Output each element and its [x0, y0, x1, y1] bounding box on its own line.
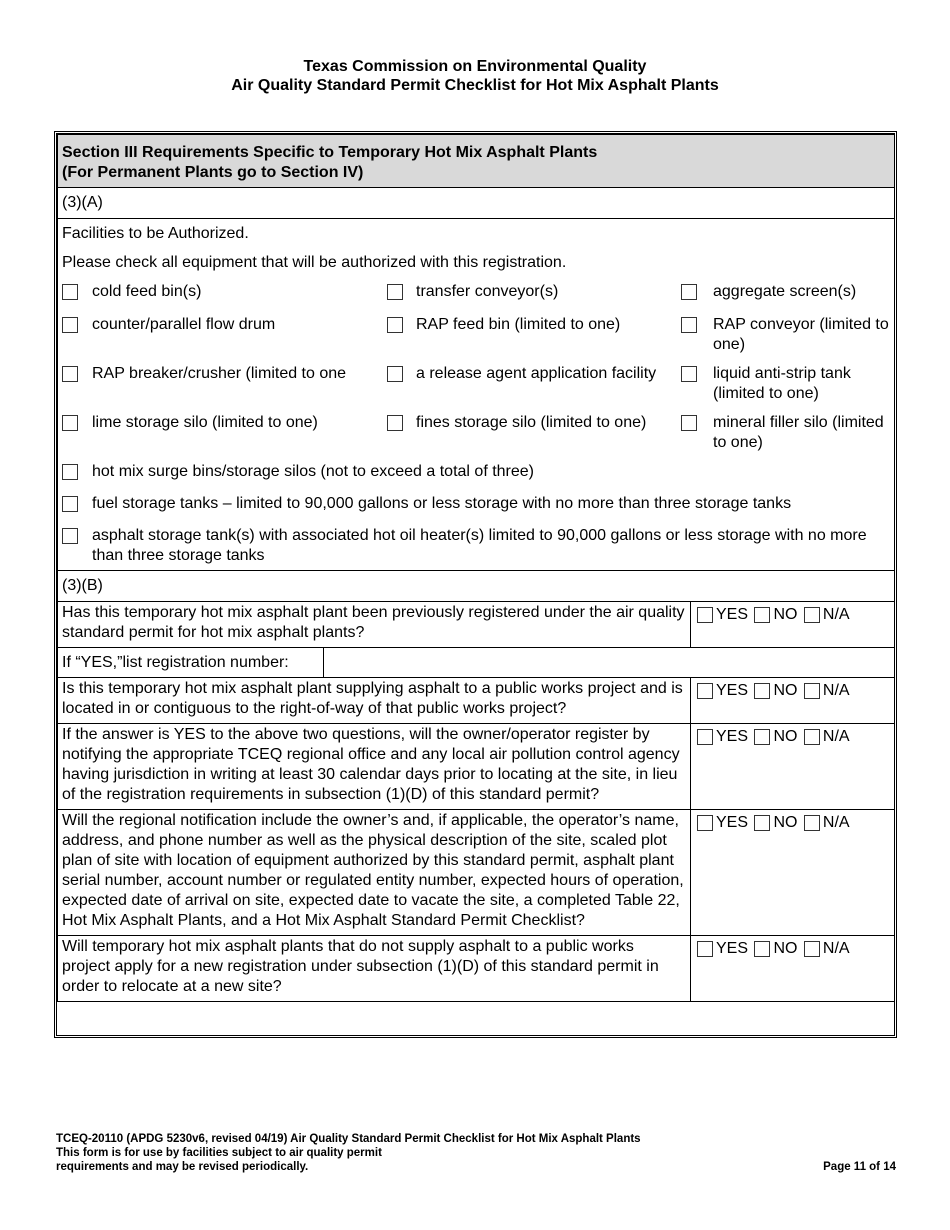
no-checkbox[interactable] [754, 683, 770, 699]
na-option[interactable]: N/A [804, 727, 850, 747]
equipment-checkbox[interactable] [62, 528, 78, 544]
registration-number-field[interactable] [324, 648, 895, 678]
answer-options [691, 678, 895, 724]
equipment-item[interactable]: cold feed bin(s) [58, 282, 382, 315]
na-checkbox[interactable] [804, 683, 820, 699]
answer-options [691, 602, 895, 648]
facilities-label: Facilities to be Authorized. [62, 225, 249, 242]
equipment-item[interactable]: mineral filler silo (limited to one) [680, 413, 895, 462]
na-option[interactable]: N/A [804, 813, 850, 833]
yes-option[interactable]: YES [697, 681, 748, 701]
equipment-grid [58, 282, 894, 462]
no-checkbox[interactable] [754, 607, 770, 623]
equipment-checkbox[interactable] [681, 284, 697, 300]
equipment-checkbox[interactable] [62, 415, 78, 431]
equipment-checkbox[interactable] [62, 284, 78, 300]
page-footer [56, 1132, 896, 1174]
yes-checkbox[interactable] [697, 815, 713, 831]
form-title: Air Quality Standard Permit Checklist for Hot Mix Asphalt Plants [231, 77, 719, 94]
yes-checkbox[interactable] [697, 729, 713, 745]
yes-option[interactable]: YES [697, 939, 748, 959]
na-option[interactable]: N/A [804, 939, 850, 959]
equipment-checkbox[interactable] [62, 464, 78, 480]
facilities-block [58, 219, 895, 571]
na-option[interactable]: N/A [804, 605, 850, 625]
page-number: Page 11 of 14 [823, 1161, 896, 1173]
equipment-checkbox[interactable] [387, 366, 403, 382]
question-relocation: Will temporary hot mix asphalt plants that do not supply asphalt to a public works project apply for a new registration under subsection (1)(D) of this standard permit in order to relocate at a new site? [58, 936, 691, 1002]
question-notification-contents: Will the regional notification include the owner’s and, if applicable, the operator’s name, address, and phone number as well as the physical description of the site, scaled plot plan of site with location of equipment authorized by this standard permit, asphalt plant serial number, account number or regulated entity number, expected hours of operation, expected date of arrival on site, expected date to vacate the site, a completed Table 22, Hot Mix Asphalt Plants, and a Hot Mix Asphalt Standard Permit Checklist? [58, 810, 691, 936]
yes-checkbox[interactable] [697, 683, 713, 699]
equipment-checkbox[interactable] [387, 415, 403, 431]
yes-checkbox[interactable] [697, 941, 713, 957]
equipment-item[interactable]: asphalt storage tank(s) with associated hot oil heater(s) limited to 90,000 gallons or less storage with no more than three storage tanks [58, 526, 894, 567]
equipment-checkbox[interactable] [387, 317, 403, 333]
answer-options [691, 724, 895, 810]
no-checkbox[interactable] [754, 729, 770, 745]
no-checkbox[interactable] [754, 815, 770, 831]
no-option[interactable]: NO [754, 939, 797, 959]
agency-title: Texas Commission on Environmental Quality [303, 58, 647, 75]
equipment-item[interactable]: fines storage silo (limited to one) [382, 413, 680, 462]
yes-option[interactable]: YES [697, 605, 748, 625]
equipment-item[interactable]: transfer conveyor(s) [382, 282, 680, 315]
equipment-item[interactable]: aggregate screen(s) [680, 282, 895, 315]
answer-options [691, 936, 895, 1002]
no-option[interactable]: NO [754, 605, 797, 625]
equipment-checkbox[interactable] [62, 366, 78, 382]
yes-option[interactable]: YES [697, 813, 748, 833]
form-id: TCEQ-20110 (APDG 5230v6, revised 04/19) Air Quality Standard Permit Checklist for Hot Mix Asphalt Plants [56, 1133, 641, 1145]
equipment-item[interactable]: lime storage silo (limited to one) [58, 413, 382, 462]
equipment-item[interactable]: hot mix surge bins/storage silos (not to exceed a total of three) [58, 462, 894, 494]
equipment-item[interactable]: fuel storage tanks – limited to 90,000 gallons or less storage with no more than three storage tanks [58, 494, 894, 526]
na-checkbox[interactable] [804, 815, 820, 831]
equipment-checkbox[interactable] [62, 317, 78, 333]
yes-checkbox[interactable] [697, 607, 713, 623]
no-option[interactable]: NO [754, 681, 797, 701]
equipment-checkbox[interactable] [681, 317, 697, 333]
equipment-checkbox[interactable] [387, 284, 403, 300]
equipment-item[interactable]: a release agent application facility [382, 364, 680, 413]
no-checkbox[interactable] [754, 941, 770, 957]
equipment-checkbox[interactable] [681, 415, 697, 431]
question-regional-notification: If the answer is YES to the above two questions, will the owner/operator register by notifying the appropriate TCEQ regional office and any local air pollution control agency having jurisdiction in writing at least 30 calendar days prior to locating at the site, in lieu of the registration requirements in subsection (1)(D) of this standard permit? [58, 724, 691, 810]
footer-note-2: requirements and may be revised periodically. [56, 1161, 309, 1173]
na-option[interactable]: N/A [804, 681, 850, 701]
equipment-item[interactable]: RAP breaker/crusher (limited to one [58, 364, 382, 413]
na-checkbox[interactable] [804, 729, 820, 745]
equipment-item[interactable]: RAP feed bin (limited to one) [382, 315, 680, 364]
no-option[interactable]: NO [754, 813, 797, 833]
page-header [0, 57, 950, 95]
equipment-checkbox[interactable] [62, 496, 78, 512]
equipment-checkbox[interactable] [681, 366, 697, 382]
answer-options [691, 810, 895, 936]
no-option[interactable]: NO [754, 727, 797, 747]
na-checkbox[interactable] [804, 941, 820, 957]
equipment-item[interactable]: RAP conveyor (limited to one) [680, 315, 895, 364]
checklist-form [54, 131, 897, 1038]
instruction-text: Please check all equipment that will be authorized with this registration. [62, 254, 567, 271]
section-title: Section III Requirements Specific to Temporary Hot Mix Asphalt Plants (For Permanent Plants go to Section IV) [58, 135, 895, 188]
yes-option[interactable]: YES [697, 727, 748, 747]
equipment-item[interactable]: counter/parallel flow drum [58, 315, 382, 364]
footer-note-1: This form is for use by facilities subject to air quality permit [56, 1147, 382, 1159]
question-previously-registered: Has this temporary hot mix asphalt plant been previously registered under the air quality standard permit for hot mix asphalt plants? [58, 602, 691, 648]
registration-number-label: If “YES,”list registration number: [58, 648, 324, 678]
subsection-3b-label: (3)(B) [58, 571, 895, 602]
subsection-3a-label: (3)(A) [58, 188, 895, 219]
na-checkbox[interactable] [804, 607, 820, 623]
question-public-works: Is this temporary hot mix asphalt plant supplying asphalt to a public works project and is located in or contiguous to the right-of-way of that public works project? [58, 678, 691, 724]
equipment-item[interactable]: liquid anti-strip tank (limited to one) [680, 364, 895, 413]
